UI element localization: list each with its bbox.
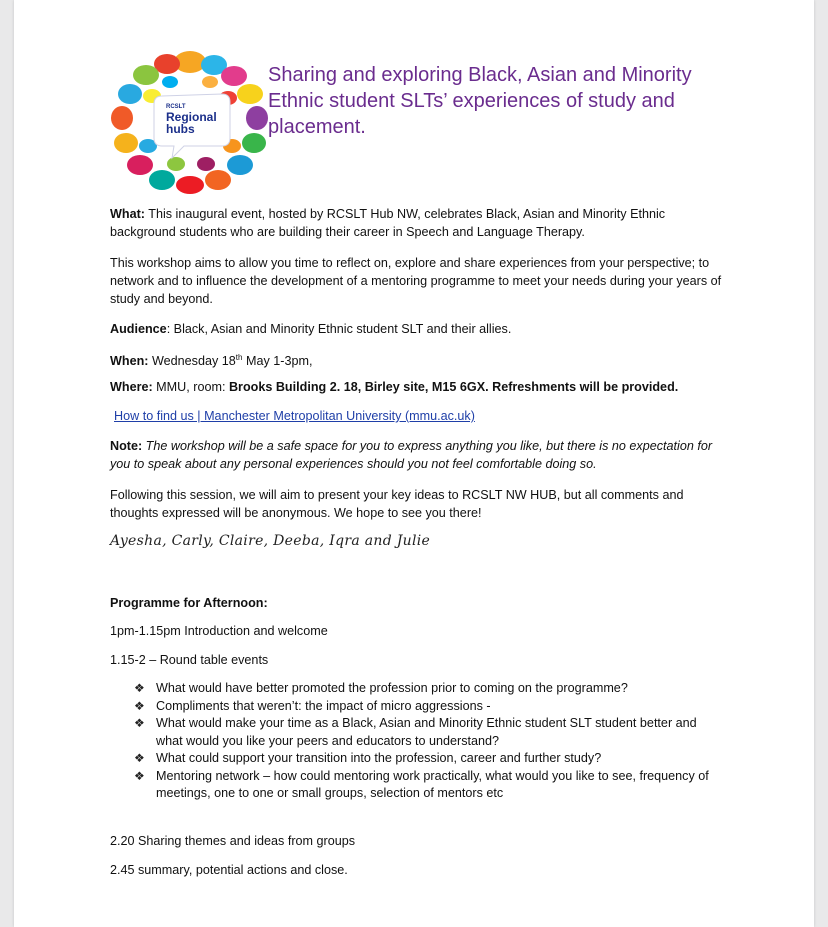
where-text: MMU, room:	[152, 380, 229, 394]
where-label: Where:	[110, 380, 153, 394]
document-title: Sharing and exploring Black, Asian and Minority Ethnic student SLTs’ experiences of study and placement.	[268, 64, 692, 138]
document-page	[14, 0, 814, 927]
list-item-text: What would have better promoted the profession prior to coming on the programme?	[156, 681, 628, 695]
logo-small-text: RCSLT	[166, 104, 186, 110]
list-item	[132, 698, 722, 716]
note-text: The workshop will be a safe space for you to express anything you like, but there is no expectation for you to speak about any personal experiences should you not feel comfortable doing so.	[110, 439, 713, 471]
diamond-bullet-icon: ❖	[134, 681, 145, 695]
diamond-bullet-icon: ❖	[134, 698, 145, 713]
programme-item-summary: 2.45 summary, potential actions and close.	[110, 863, 348, 877]
what-text: This inaugural event, hosted by RCSLT Hub NW, celebrates Black, Asian and Minority Ethnic background students who are building their career in Speech and Language Therapy.	[110, 207, 666, 239]
audience-label: Audience	[110, 322, 167, 336]
list-item-text: What could support your transition into the profession, career and further study?	[156, 751, 602, 765]
what-paragraph	[110, 205, 730, 241]
when-text-after: May 1-3pm,	[242, 354, 313, 369]
when-text: Wednesday 18	[148, 354, 236, 369]
signature: Ayesha, Carly, Claire, Deeba, Iqra and Julie	[110, 533, 431, 549]
what-label: What:	[110, 207, 145, 221]
when-paragraph	[110, 349, 730, 370]
list-item	[132, 715, 722, 750]
round-table-topics-list	[132, 680, 722, 803]
logo-text-regional: Regional	[166, 110, 217, 124]
list-item-text: Compliments that weren’t: the impact of micro aggressions -	[156, 698, 491, 713]
logo-text-hubs: hubs	[166, 122, 195, 136]
note-paragraph	[110, 437, 730, 473]
aims-paragraph: This workshop aims to allow you time to reflect on, explore and share experiences from your perspective; to network and to influence the development of a mentoring programme to meet your needs during your years of study and beyond.	[110, 256, 722, 306]
following-paragraph: Following this session, we will aim to present your key ideas to RCSLT NW HUB, but all comments and thoughts expressed will be anonymous. We hope to see you there!	[110, 488, 684, 520]
when-label: When:	[110, 354, 149, 369]
list-item-text: What would make your time as a Black, Asian and Minority Ethnic student SLT student better and what would you like your peers and educators to understand?	[156, 716, 697, 748]
diamond-bullet-icon: ❖	[134, 716, 145, 730]
note-label: Note:	[110, 439, 143, 453]
rcslt-regional-hubs-logo	[110, 48, 270, 196]
audience-paragraph	[110, 320, 730, 338]
list-item	[132, 680, 722, 698]
programme-item-introduction: 1pm-1.15pm Introduction and welcome	[110, 624, 328, 638]
programme-heading-text: Programme for Afternoon:	[110, 596, 268, 610]
diamond-bullet-icon: ❖	[134, 768, 145, 783]
list-item-text: Mentoring network – how could mentoring work practically, what would you like to see, frequency of meetings, one to one or small groups, selection of mentors etc	[156, 768, 709, 800]
where-paragraph	[110, 378, 740, 396]
when-superscript: th	[235, 353, 243, 362]
programme-item-round-table: 1.15-2 – Round table events	[110, 653, 269, 667]
where-location: Brooks Building 2. 18, Birley site, M15 6GX. Refreshments will be provided.	[228, 380, 679, 394]
diamond-bullet-icon: ❖	[134, 751, 145, 765]
how-to-find-us-link[interactable]: How to find us | Manchester Metropolitan University (mmu.ac.uk)	[114, 409, 475, 423]
programme-item-sharing-themes: 2.20 Sharing themes and ideas from groups	[110, 834, 356, 848]
programme-heading	[110, 594, 730, 612]
directions-link-row	[114, 407, 734, 425]
list-item	[132, 768, 722, 803]
audience-text: : Black, Asian and Minority Ethnic student SLT and their allies.	[166, 322, 512, 336]
list-item	[132, 750, 722, 768]
